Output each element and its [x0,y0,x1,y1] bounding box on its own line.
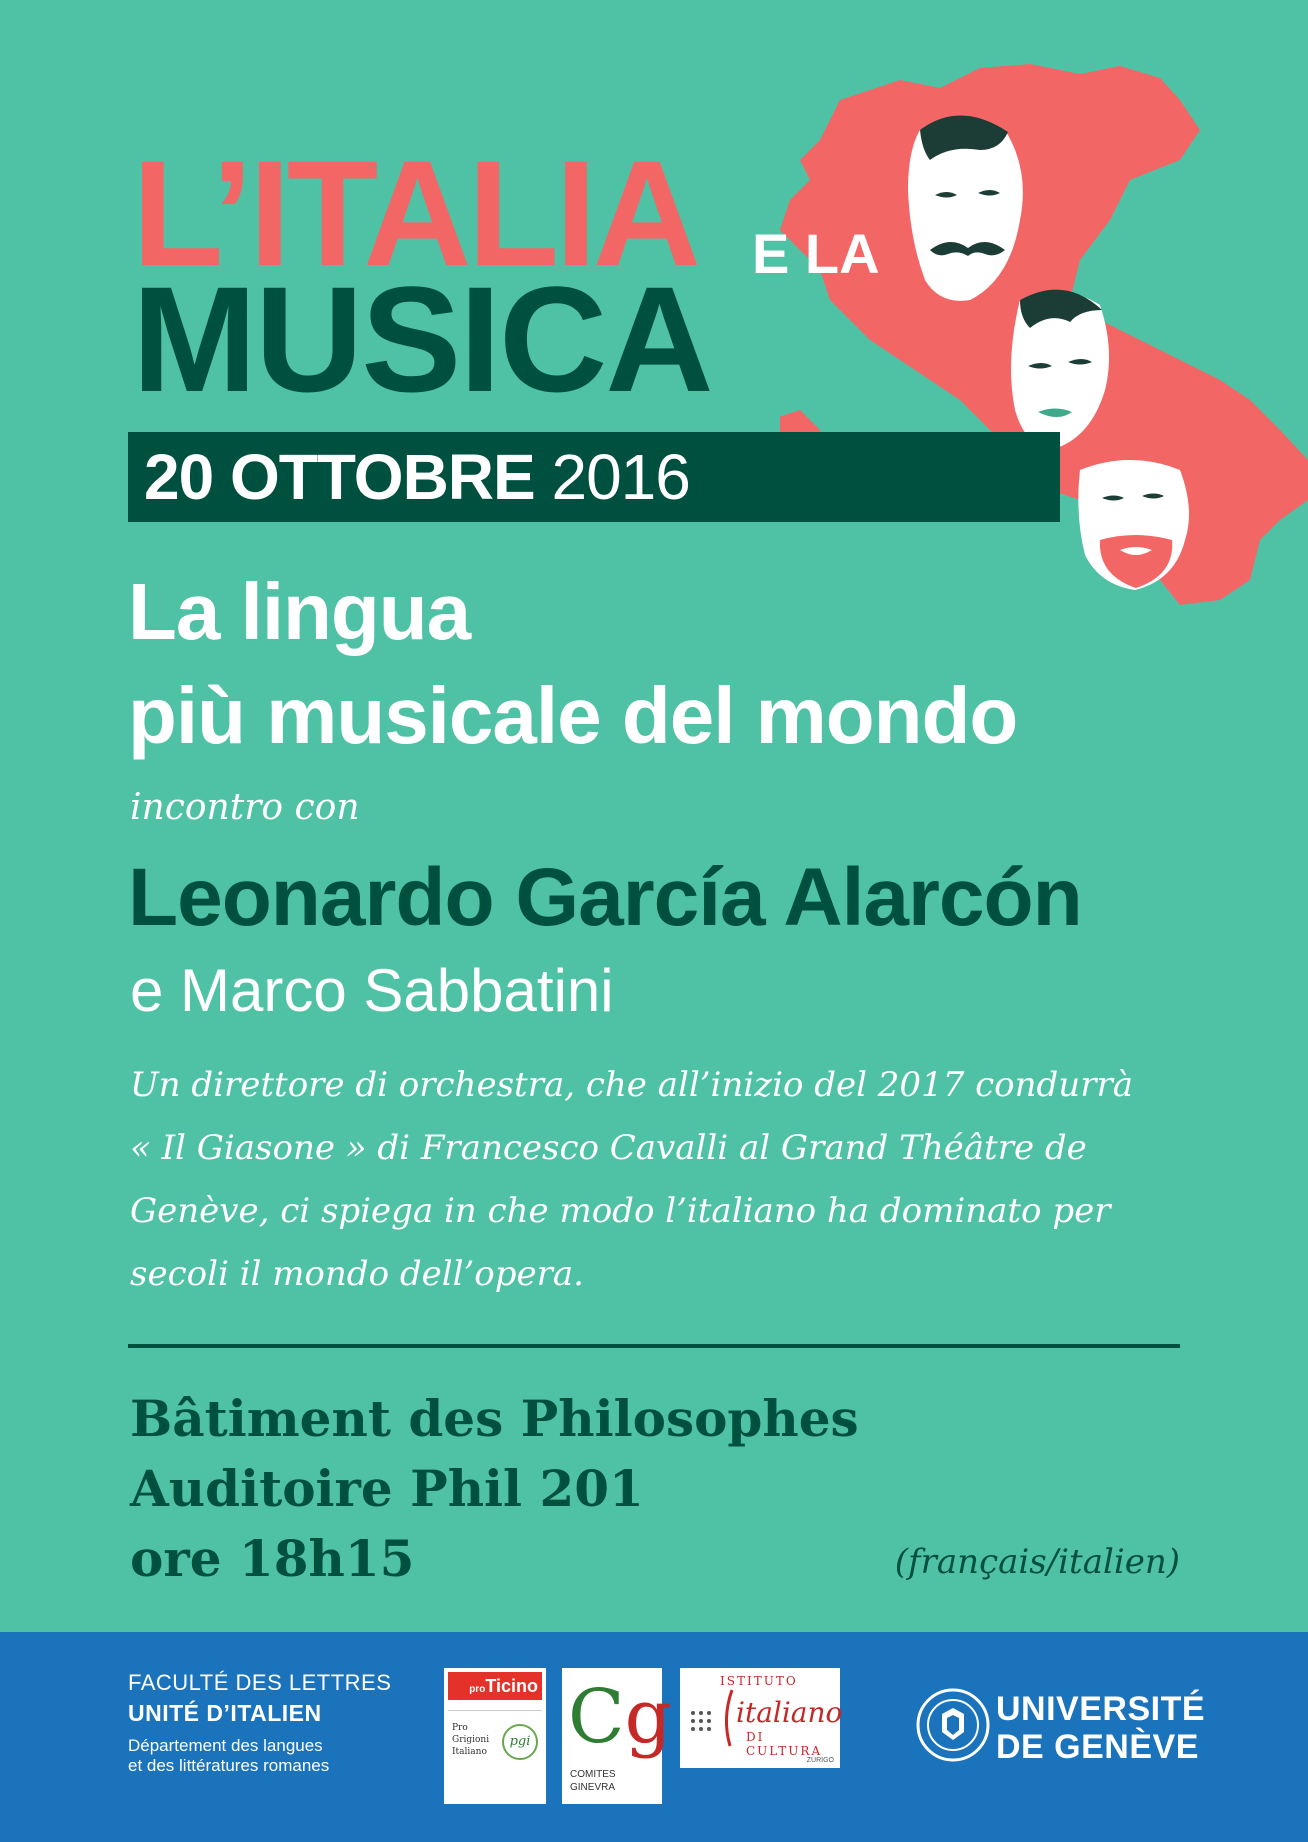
iic-italiano: italiano [736,1696,843,1729]
description-line-2: « Il Giasone » di Francesco Cavalli al Grand Théâtre de [130,1128,1087,1168]
logo-divider [448,1710,542,1711]
iic-city: ZURIGO [806,1757,834,1764]
pgi-line-2: Grigioni [452,1735,490,1745]
pgi-line-1: Pro [452,1723,468,1733]
pgi-logo-icon: pgi [502,1724,538,1760]
comites-text [570,1768,616,1794]
headline [128,560,1128,768]
headline-line-2: più musicale del mondo [128,671,1018,760]
pro-ticino-name: Ticino [485,1676,538,1696]
divider [128,1344,1180,1348]
comites-line-1: COMITES [570,1769,616,1780]
pro-ticino-logo [444,1668,546,1804]
description-line-3: Genève, ci spiega in che modo l’italiano ha dominato per [130,1191,1111,1231]
comites-mark [568,1672,672,1762]
pro-ticino-pro: pro [469,1684,486,1695]
venue-room: Auditoire Phil 201 [130,1459,644,1518]
comites-c: C [568,1674,625,1760]
description-line-4: secoli il mondo dell’opera. [130,1254,584,1294]
comites-g: g [624,1674,672,1760]
speaker-name: Leonardo García Alarcón [128,852,1082,943]
date-year: 2016 [551,441,690,513]
comites-line-2: GINEVRA [570,1782,616,1793]
comites-logo [562,1668,672,1804]
university-seal-icon [916,1688,990,1762]
date-day-month: 20 OTTOBRE [144,441,535,513]
faculty-name: FACULTÉ DES LETTRES [128,1670,392,1695]
event-date [144,440,690,514]
unit-name: UNITÉ D’ITALIEN [128,1700,322,1726]
university-name [996,1690,1205,1766]
venue-building: Bâtiment des Philosophes [130,1389,859,1448]
venue-info [130,1384,859,1594]
pro-ticino-mark [448,1672,542,1700]
istituto-italiano-cultura-logo [680,1668,843,1768]
description-line-1: Un direttore di orchestra, che all’inizio del 2017 condurrà [130,1065,1133,1105]
headline-line-1: La lingua [128,567,471,656]
university-name-line-1: UNIVERSITÉ [996,1690,1206,1728]
speaker-secondary: e Marco Sabbatini [130,957,614,1024]
iic-dots-icon [690,1710,716,1736]
language-note: (français/italien) [894,1542,1180,1582]
iic-stroke-icon [718,1688,738,1748]
title-line-2: MUSICA [132,255,712,423]
pgi-line-3: Italiano [452,1747,487,1757]
footer [0,1632,1308,1842]
department-line-2: et des littératures romanes [128,1756,330,1775]
faculty-block [128,1668,391,1776]
iic-istituto: ISTITUTO [720,1674,798,1688]
title-line-1: L’ITALIA [132,129,698,297]
description [130,1054,1190,1306]
iic-cultura: DI CULTURA [746,1730,823,1758]
pgi-text [452,1722,489,1758]
venue-time: ore 18h15 [130,1529,415,1588]
intro-text: incontro con [130,787,360,828]
department-line-1: Département des langues [128,1736,323,1755]
title-connector: E LA [752,222,880,285]
university-name-line-2: DE GENÈVE [996,1728,1199,1766]
